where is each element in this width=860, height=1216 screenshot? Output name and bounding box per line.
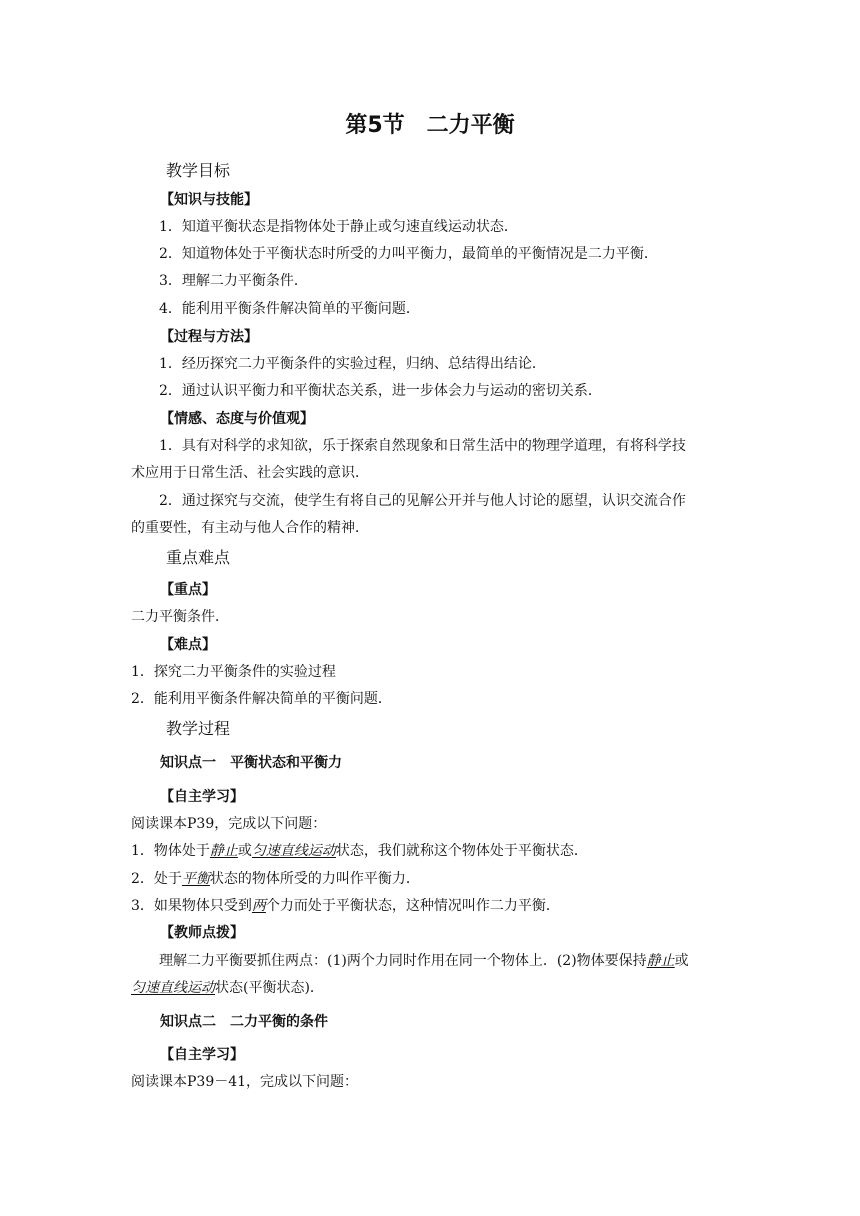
knowledge-point-2-heading: 知识点二 二力平衡的条件	[160, 1014, 328, 1030]
point1-question-2	[131, 869, 731, 889]
q3-suffix: 个力而处于平衡状态，这种情况叫作二力平衡．	[265, 898, 560, 914]
point1-intro: 阅读课本P39，完成以下问题：	[131, 816, 327, 832]
q3-prefix: 3．如果物体只受到	[131, 898, 252, 914]
point1-self-study-heading: 【自主学习】	[160, 789, 244, 805]
attitudes-heading: 【情感、态度与价值观】	[160, 411, 314, 427]
q3-answer-two: 两	[251, 898, 266, 914]
q1-prefix: 1．物体处于	[131, 843, 210, 859]
teacher-answer-still: 静止	[646, 953, 675, 969]
q2-prefix: 2．处于	[131, 871, 182, 887]
difficulty-heading: 【难点】	[160, 637, 216, 653]
q1-answer-uniform-motion: 匀速直线运动	[251, 843, 336, 859]
section-objectives-heading: 教学目标	[166, 161, 231, 180]
point2-self-study-heading: 【自主学习】	[160, 1047, 244, 1063]
knowledge-skills-item-3: 3．理解二力平衡条件．	[159, 273, 308, 289]
knowledge-skills-item-4: 4．能利用平衡条件解决简单的平衡问题．	[159, 301, 420, 317]
point1-question-3	[131, 896, 731, 916]
teacher-line1-suffix: 或	[674, 953, 689, 969]
q2-answer-balance: 平衡	[181, 871, 210, 887]
attitudes-item-2-line-1: 2．通过探究与交流，使学生有将自己的见解公开并与他人讨论的愿望，认识交流合作	[159, 493, 686, 509]
knowledge-point-1-heading: 知识点一 平衡状态和平衡力	[160, 755, 342, 771]
teacher-line2-suffix: 状态(平衡状态)．	[215, 980, 324, 996]
q1-mid: 或	[237, 843, 252, 859]
process-methods-item-1: 1．经历探究二力平衡条件的实验过程，归纳、总结得出结论．	[159, 356, 546, 372]
difficulty-item-1: 1．探究二力平衡条件的实验过程	[131, 664, 336, 680]
section-key-points-heading: 重点难点	[166, 548, 231, 567]
focus-heading: 【重点】	[160, 582, 216, 598]
attitudes-item-1-line-1: 1．具有对科学的求知欲，乐于探索自然现象和日常生活中的物理学道理，有将科学技	[159, 438, 686, 454]
focus-text: 二力平衡条件．	[131, 609, 229, 625]
knowledge-skills-item-1: 1．知道平衡状态是指物体处于静止或匀速直线运动状态．	[159, 219, 518, 235]
teacher-answer-uniform-motion: 匀速直线运动	[131, 980, 215, 996]
teacher-tips-line-1	[159, 951, 759, 971]
q1-answer-still: 静止	[209, 843, 238, 859]
process-methods-heading: 【过程与方法】	[160, 329, 258, 345]
attitudes-item-1-line-2: 术应用于日常生活、社会实践的意识．	[131, 465, 369, 481]
point2-intro: 阅读课本P39－41，完成以下问题：	[131, 1074, 359, 1090]
difficulty-item-2: 2．能利用平衡条件解决简单的平衡问题．	[131, 691, 392, 707]
knowledge-skills-item-2: 2．知道物体处于平衡状态时所受的力叫平衡力，最简单的平衡情况是二力平衡．	[159, 246, 658, 262]
teacher-line1-prefix: 理解二力平衡要抓住两点：(1)两个力同时作用在同一个物体上．(2)物体要保持	[159, 953, 647, 969]
q2-suffix: 状态的物体所受的力叫作平衡力．	[209, 871, 420, 887]
process-methods-item-2: 2．通过认识平衡力和平衡状态关系，进一步体会力与运动的密切关系．	[159, 383, 602, 399]
knowledge-skills-heading: 【知识与技能】	[160, 192, 258, 208]
point1-question-1	[131, 841, 731, 861]
attitudes-item-2-line-2: 的重要性，有主动与他人合作的精神．	[131, 520, 369, 536]
teacher-tips-line-2	[131, 978, 731, 998]
teacher-tips-heading: 【教师点拨】	[160, 925, 244, 941]
page-title: 第5节 二力平衡	[345, 113, 515, 138]
section-process-heading: 教学过程	[166, 719, 231, 738]
q1-suffix: 状态，我们就称这个物体处于平衡状态．	[335, 843, 588, 859]
